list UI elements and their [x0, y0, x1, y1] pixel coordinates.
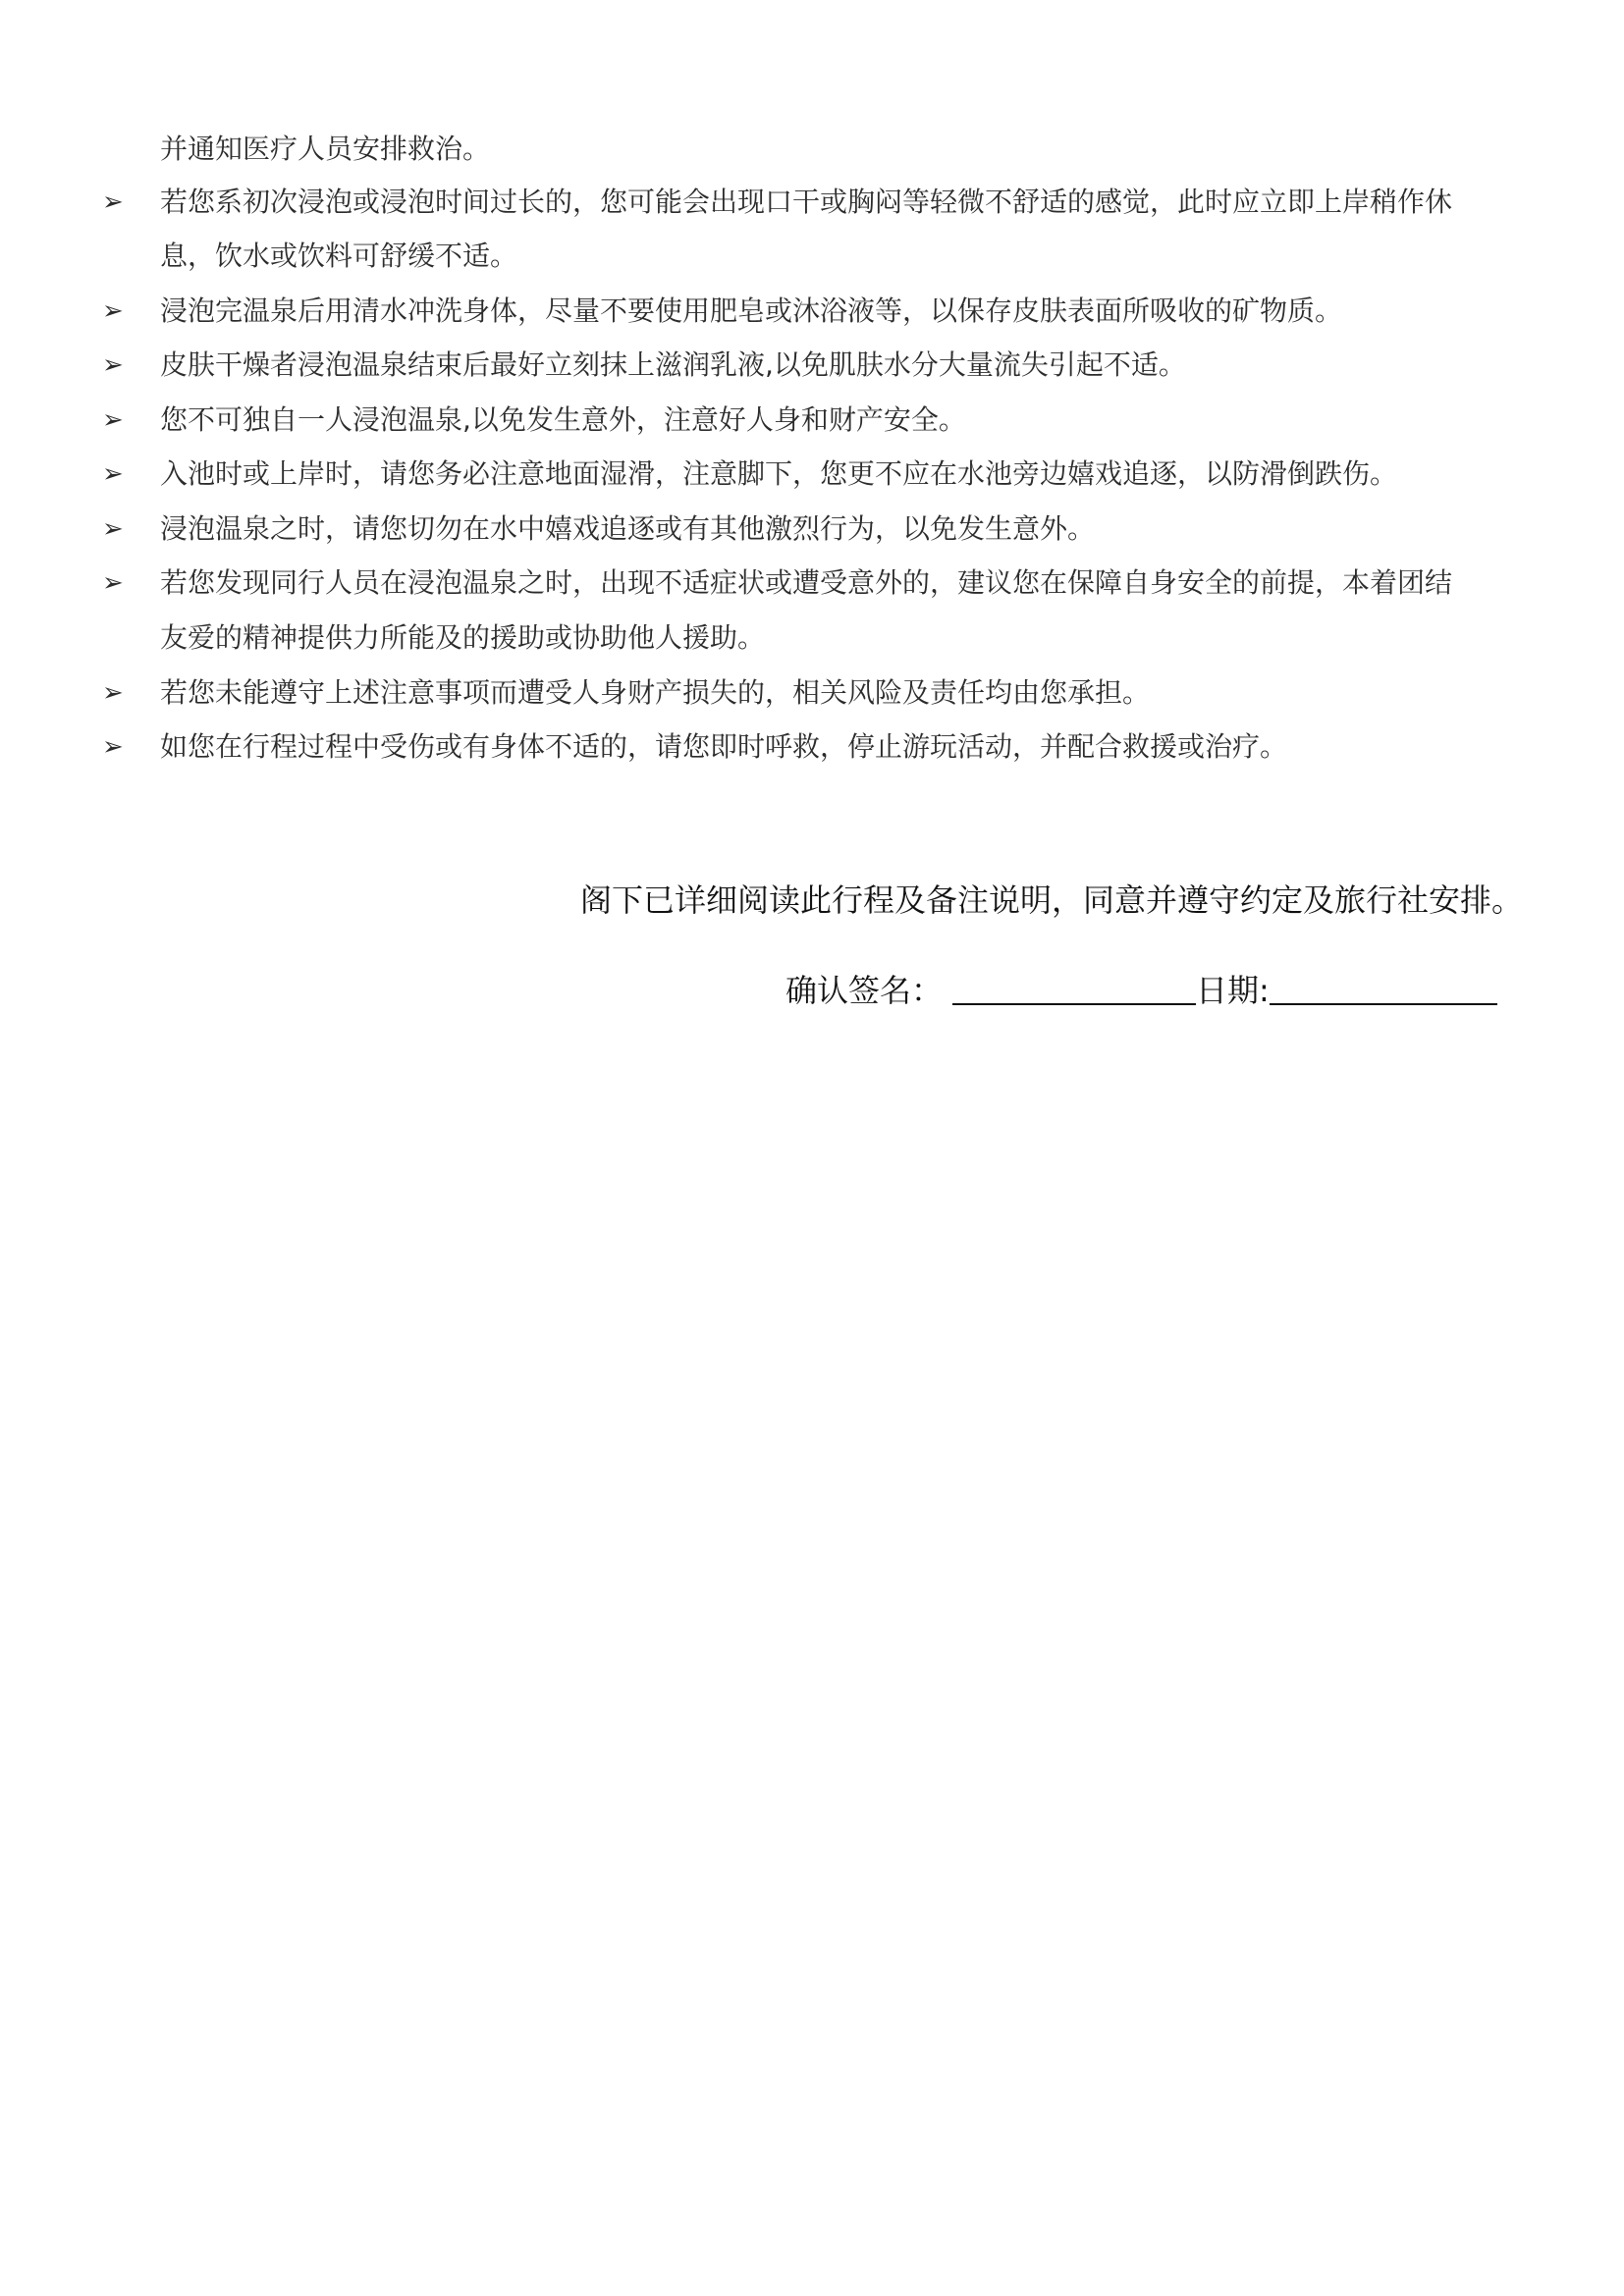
list-item-text: 您不可独自一人浸泡温泉,以免发生意外，注意好人身和财产安全。	[160, 403, 966, 436]
confirmation-statement: 阁下已详细阅读此行程及备注说明，同意并遵守约定及旅行社安排。	[579, 881, 1523, 919]
list-item-text: 若您发现同行人员在浸泡温泉之时，出现不适症状或遭受意外的，建议您在保障自身安全的前提，本着团结	[160, 566, 1453, 599]
bullet-arrow-icon: ➢	[102, 405, 124, 435]
list-item-text: 若您系初次浸泡或浸泡时间过长的，您可能会出现口干或胸闷等轻微不舒适的感觉，此时应立即上岸稍作休	[160, 186, 1453, 218]
list-item-text: 入池时或上岸时，请您务必注意地面湿滑，注意脚下，您更不应在水池旁边嬉戏追逐，以防滑倒跌伤。	[160, 457, 1398, 490]
bullet-arrow-icon: ➢	[102, 514, 124, 544]
list-item-text: 皮肤干燥者浸泡温泉结束后最好立刻抹上滋润乳液,以免肌肤水分大量流失引起不适。	[160, 348, 1186, 381]
signature-row	[785, 963, 1497, 1018]
bullet-arrow-icon: ➢	[102, 296, 124, 326]
list-item-text: 浸泡完温泉后用清水冲洗身体，尽量不要使用肥皂或沐浴液等，以保存皮肤表面所吸收的矿物质。	[160, 294, 1343, 327]
list-item-text: 如您在行程过程中受伤或有身体不适的，请您即时呼救，停止游玩活动，并配合救援或治疗。	[160, 730, 1288, 763]
list-item-text: 友爱的精神提供力所能及的援助或协助他人援助。	[160, 621, 766, 654]
date-label: 日期:	[1196, 972, 1270, 1009]
bullet-arrow-icon: ➢	[102, 678, 124, 708]
bullet-arrow-icon: ➢	[102, 568, 124, 598]
list-item-text: 息，饮水或饮料可舒缓不适。	[160, 240, 518, 272]
date-field[interactable]	[1270, 968, 1497, 1005]
bullet-arrow-icon: ➢	[102, 732, 124, 762]
signature-field[interactable]	[952, 968, 1196, 1005]
list-item-text: 浸泡温泉之时，请您切勿在水中嬉戏追逐或有其他激烈行为，以免发生意外。	[160, 512, 1096, 545]
list-item-text: 若您未能遵守上述注意事项而遭受人身财产损失的，相关风险及责任均由您承担。	[160, 676, 1151, 709]
signature-label: 确认签名：	[785, 972, 944, 1009]
bullet-arrow-icon: ➢	[102, 350, 124, 380]
list-item-text: 并通知医疗人员安排救治。	[160, 133, 491, 165]
bullet-arrow-icon: ➢	[102, 459, 124, 489]
bullet-arrow-icon: ➢	[102, 187, 124, 217]
